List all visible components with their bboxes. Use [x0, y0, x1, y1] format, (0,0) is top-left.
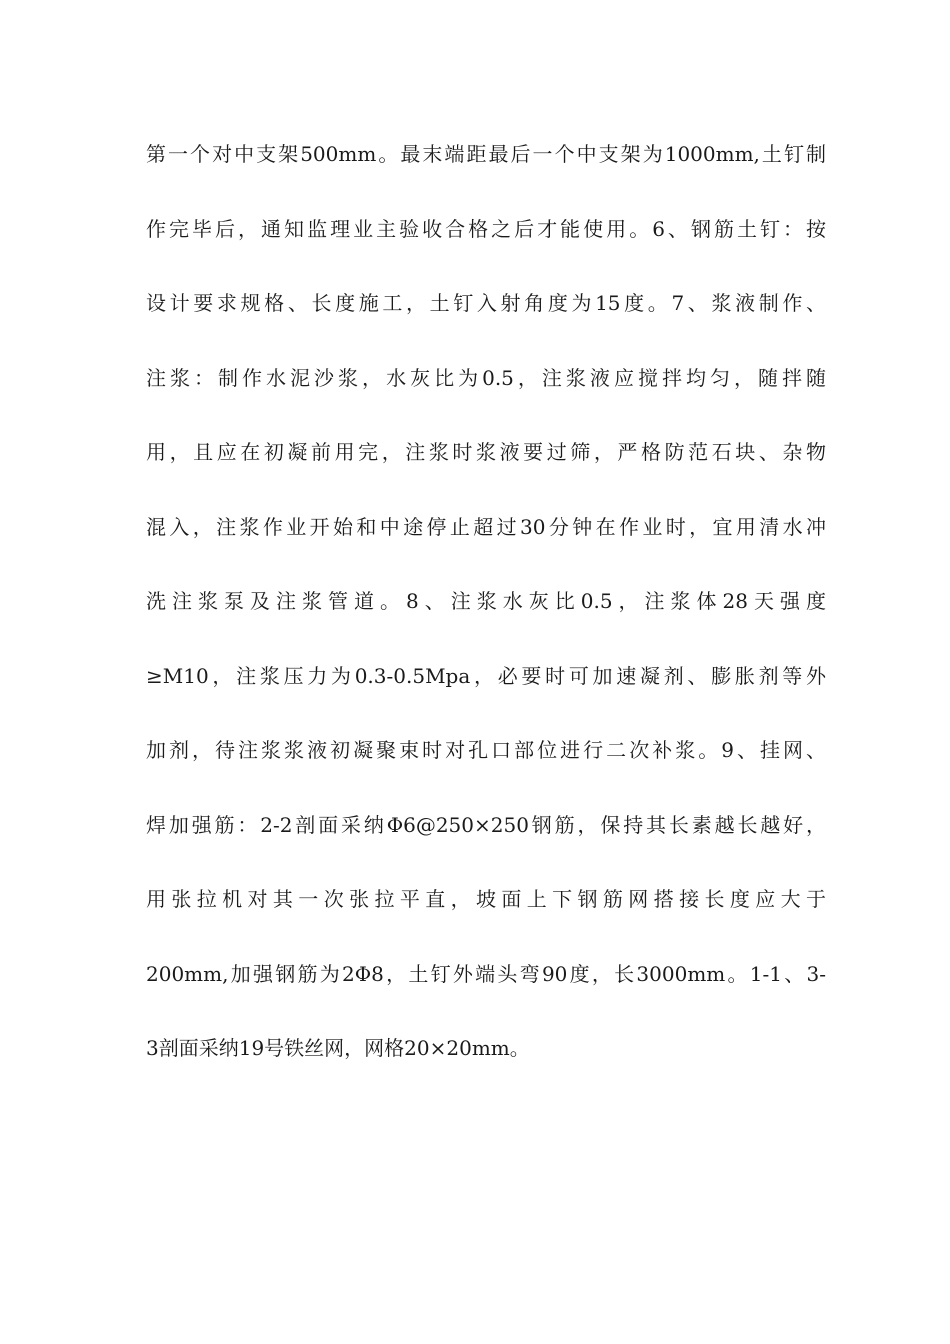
- body-paragraph: [146, 132, 826, 1101]
- text-line-5: 用，且应在初凝前用完，注浆时浆液要过筛，严格防范石块、杂物: [146, 440, 826, 464]
- text-line-3: 设计要求规格、长度施工，土钉入射角度为15度。7、浆液制作、: [146, 291, 826, 315]
- text-line-10: 焊加强筋：2-2剖面采纳Φ6@250×250钢筋，保持其长素越长越好，: [146, 812, 826, 837]
- text-line-12: 200mm,加强钢筋为2Φ8，土钉外端头弯90度，长3000mm。1-1、3-: [146, 961, 826, 986]
- text-line-2: 作完毕后，通知监理业主验收合格之后才能使用。6、钢筋土钉：按: [146, 216, 826, 241]
- text-line-1: 第一个对中支架500mm。最末端距最后一个中支架为1000mm,土钉制: [146, 142, 826, 166]
- text-line-4: 注浆：制作水泥沙浆，水灰比为0.5，注浆液应搅拌均匀，随拌随: [146, 365, 826, 390]
- text-line-8: ≥M10，注浆压力为0.3-0.5Mpa，必要时可加速凝剂、膨胀剂等外: [146, 663, 826, 688]
- text-line-7: 洗注浆泵及注浆管道。8、注浆水灰比0.5，注浆体28天强度: [146, 589, 826, 613]
- text-line-6: 混入，注浆作业开始和中途停止超过30分钟在作业时，宜用清水冲: [146, 514, 826, 539]
- text-line-9: 加剂，待注浆浆液初凝聚束时对孔口部位进行二次补浆。9、挂网、: [146, 738, 826, 762]
- text-line-11: 用张拉机对其一次张拉平直，坡面上下钢筋网搭接长度应大于: [146, 887, 826, 911]
- text-line-13: 3剖面采纳19号铁丝网，网格20×20mm。: [146, 1036, 530, 1060]
